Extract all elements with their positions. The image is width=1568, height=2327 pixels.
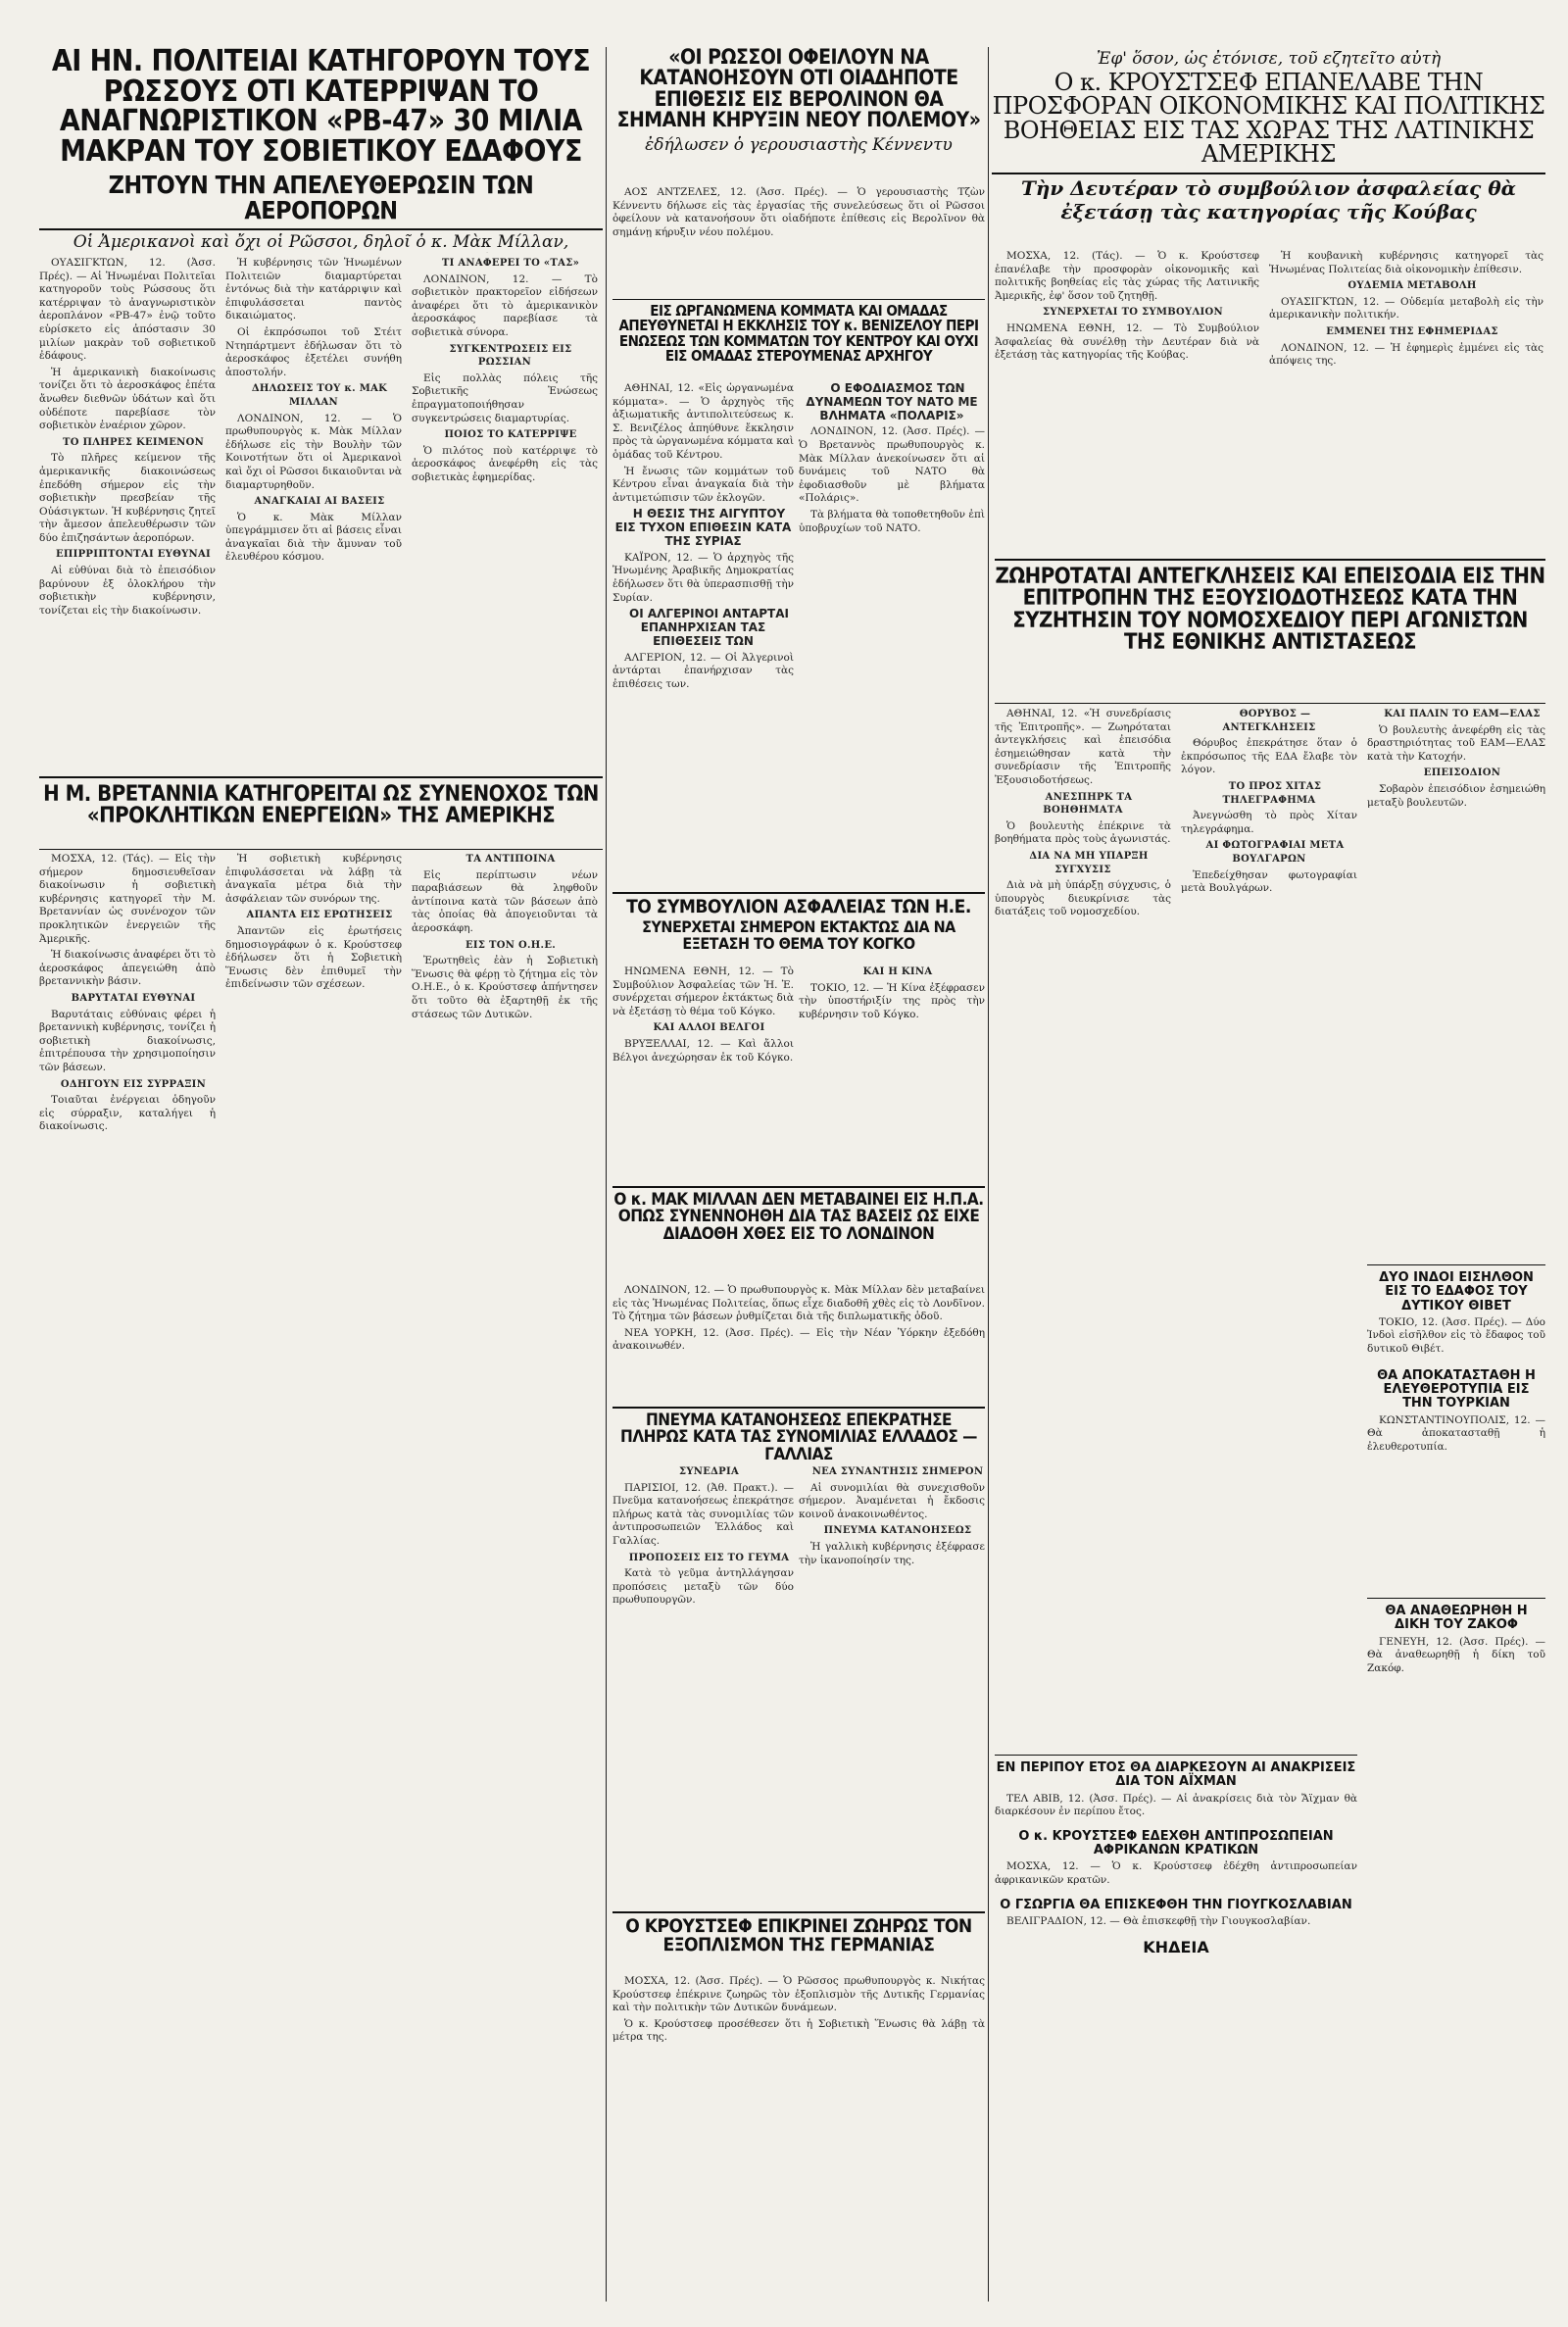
article-column: ΜΟΣΧΑ, 12. — Ὁ κ. Κρούστσεφ ἐδέχθη ἀντιπροσωπείαν ἀφρικανικῶν κρατῶν. [995,1860,1357,1886]
article-column: ΤΑ ΑΝΤΙΠΟΙΝΑ Εἰς περίπτωσιν νέων παραβιάσεων θὰ ληφθοῦν ἀντίποινα κατὰ τῶν βάσεων ἀπὸ τὰς ὁποίας θὰ ἀπογειοῦνται τὰ ἀεροσκάφη. ΕΙΣ ΤΟΝ Ο.Η.Ε. Ἐρωτηθεὶς ἐὰν ἡ Σοβιετικὴ Ἕνωσις θὰ φέρῃ τὸ ζήτημα εἰς τὸν Ο.Η.Ε., ὁ κ. Κρούστσεφ ἀπήντησεν ὅτι τοῦτο θὰ ἐξαρτηθῇ ἐκ τῆς στάσεως τῶν Δυτικῶν. [412,854,598,1020]
headline-kroustsef-edexthi: Ο κ. ΚΡΟΥΣΤΣΕΦ ΕΔΕΧΘΗ ΑΝΤΙΠΡΟΣΩΠΕΙΑΝ ΑΦΡΙΚΑΝΩΝ ΚΡΑΤΙΚΩΝ [1018,1828,1334,1858]
headline-symvoulion-2: ΣΥΝΕΡΧΕΤΑΙ ΣΗΜΕΡΟΝ ΕΚΤΑΚΤΩΣ ΔΙΑ ΝΑ ΕΞΕΤΑΣΗ ΤΟ ΘΕΜΑ ΤΟΥ ΚΟΓΚΟ [642,917,956,953]
column-rule [988,47,989,2302]
article-column: ΒΕΛΙΓΡΑΔΙΟΝ, 12. — Θὰ ἐπισκεφθῇ τὴν Γιουγκοσλαβίαν. [1006,1914,1311,1927]
article-column: ΑΘΗΝΑΙ, 12. «Εἰς ὡργανωμένα κόμματα». — Ὁ ἀρχηγὸς τῆς ἀξιωματικῆς ἀντιπολιτεύσεως κ. Σ. Βενιζέλος ἀπηύθυνε ἔκκλησιν πρὸς τὰ ὡργανωμένα κόμματα καὶ ὁμάδας τοῦ Κέντρου. Ἡ ἔνωσις τῶν κομμάτων τοῦ Κέντρου εἶναι ἀναγκαία διὰ τὴν ἀντιμετώπισιν τῶν ἐκλογῶν. Η ΘΕΣΙΣ ΤΗΣ ΑΙΓΥΠΤΟΥ ΕΙΣ ΤΥΧΟΝ ΕΠΙΘΕΣΙΝ ΚΑΤΑ ΤΗΣ ΣΥΡΙΑΣ ΚΑΪΡΟΝ, 12. — Ὁ ἀρχηγὸς τῆς Ἡνωμένης Ἀραβικῆς Δημοκρατίας ἐδήλωσεν ὅτι θὰ ὑπερασπισθῇ τὴν Συρίαν. ΟΙ ΑΛΓΕΡΙΝΟΙ ΑΝΤΑΡΤΑΙ ΕΠΑΝΗΡΧΙΣΑΝ ΤΑΣ ΕΠΙΘΕΣΕΙΣ ΤΩΝ ΑΛΓΕΡΙΟΝ, 12. — Οἱ Ἀλγερινοὶ ἀντάρται ἐπανήρχισαν τὰς ἐπιθέσεις των. [612,382,794,690]
dateline: ΝΕΑ ΥΟΡΚΗ, 12. (Ἀσσ. Πρές). [624,1326,794,1339]
headline-kideia: ΚΗΔΕΙΑ [1143,1938,1209,1957]
article-column: ΚΑΙ Η ΚΙΝΑ ΤΟΚΙΟ, 12. — Ἡ Κίνα ἐξέφρασεν τὴν ὑποστήριξίν της πρὸς τὴν κυβέρνησιν τοῦ Κόγκο. [799,966,985,1020]
section-heading: ΑΝΑΓΚΑΙΑΙ ΑΙ ΒΑΣΕΙΣ [254,496,385,508]
headline-tourkia: ΘΑ ΑΠΟΚΑΤΑΣΤΑΘΗ Η ΕΛΕΥΘΕΡΟΤΥΠΙΑ ΕΙΣ ΤΗΝ ΤΟΥΡΚΙΑΝ [1377,1367,1536,1411]
headline-aeroporon: ΖΗΤΟΥΝ ΤΗΝ ΑΠΕΛΕΥΘΕΡΩΣΙΝ ΤΩΝ ΑΕΡΟΠΟΡΩΝ [108,171,534,224]
article-column: ΑΟΣ ΑΝΤΖΕΛΕΣ, 12. (Ἀσσ. Πρές). — Ὁ γερουσιαστὴς Τζὼν Κέννεντυ δήλωσε εἰς τὰς ἐργασίας τῆς συνελεύσεως ὅτι οἱ Ρῶσσοι ὀφείλουν νὰ κατανοήσουν ὅτι οἱαδήποτε ἐπίθεσις εἰς Βερολῖνον θὰ σημάνῃ κήρυξιν νέου πολέμου. [612,186,985,238]
headline-block-enosis [612,299,985,378]
column-rule [606,47,607,2302]
section-heading: ΣΥΝΕΔΡΙΑ [678,1466,740,1477]
section-heading: ΑΙ ΦΩΤΟΓΡΑΦΙΑΙ ΜΕΤΑ ΒΟΥΛΓΑΡΩΝ [1205,840,1345,865]
section-heading: ΚΑΙ ΠΑΛΙΝ ΤΟ ΕΑΜ—ΕΛΑΣ [1384,709,1541,719]
section-heading: ΤΙ ΑΝΑΦΕΡΕΙ ΤΟ «ΤΑΣ» [441,258,580,269]
headline-berlin: «ΟΙ ΡΩΣΣΟΙ ΟΦΕΙΛΟΥΝ ΝΑ ΚΑΤΑΝΟΗΣΟΥΝ ΟΤΙ ΟΙΑΔΗΠΟΤΕ ΕΠΙΘΕΣΙΣ ΕΙΣ ΒΕΡΟΛΙΝΟΝ ΘΑ ΣΗΜΑΝΗ ΚΗΡΥΞΙΝ ΝΕΟΥ ΠΟΛΕΜΟΥ» [616,47,981,132]
headline-kroustsef: Ο κ. ΚΡΟΥΣΤΣΕΦ ΕΠΑΝΕΛΑΒΕ ΤΗΝ ΠΡΟΣΦΟΡΑΝ ΟΙΚΟΝΟΜΙΚΗΣ ΚΑΙ ΠΟΛΙΤΙΚΗΣ ΒΟΗΘΕΙΑΣ ΕΙΣ ΤΑΣ ΧΩΡΑΣ ΤΗΣ ΛΑΤΙΝΙΚΗΣ ΑΜΕΡΙΚΗΣ [992,69,1545,169]
dateline: ΤΕΛ ΑΒΙΒ, 12. (Ἀσσ. Πρές). [1006,1792,1156,1805]
article-column: ΤΕΛ ΑΒΙΒ, 12. (Ἀσσ. Πρές). — Αἱ ἀνακρίσεις διὰ τὸν Ἄϊχμαν θὰ διαρκέσουν ἐν περίπου ἔτος. [995,1792,1357,1818]
headline-block-kennedy [610,47,988,179]
section-heading: ΟΔΗΓΟΥΝ ΕΙΣ ΣΥΡΡΑΞΙΝ [60,1078,207,1090]
section-heading: ΑΝΕΣΠΗΡΚ ΤΑ ΒΟΗΘΗΜΑΤΑ [1043,791,1133,817]
headline-georgia: Ο ΓΣΩΡΓΙΑ ΘΑ ΕΠΙΣΚΕΦΘΗ ΤΗΝ ΓΙΟΥΓΚΟΣΛΑΒΙΑΝ [1000,1897,1352,1912]
dateline: ΓΕΝΕΥΗ, 12. (Ἀσσ. Πρές). [1379,1635,1529,1648]
headline-block-antekliseis [995,559,1545,704]
headline-symvoulion-1: ΤΟ ΣΥΜΒΟΥΛΙΟΝ ΑΣΦΑΛΕΙΑΣ ΤΩΝ Η.Ε. [626,896,971,917]
kicker-kroustsef: Ἐφ' ὅσον, ὡς ἐτόνισε, τοῦ εζητεῖτο αὐτὴ [1096,49,1442,69]
section-heading: ΒΑΡΥΤΑΤΑΙ ΕΥΘΥΝΑΙ [71,992,196,1004]
section-heading: ΣΥΓΚΕΝΤΡΩΣΕΙΣ ΕΙΣ ΡΩΣΣΙΑΝ [449,343,572,369]
article-column: ΘΟΡΥΒΟΣ — ΑΝΤΕΓΚΛΗΣΕΙΣ Θόρυβος ἐπεκράτησε ὅταν ὁ ἐκπρόσωπος τῆς ΕΔΑ ἔλαβε τὸν λόγον. ΤΟ ΠΡΟΣ ΧΙΤΑΣ ΤΗΛΕΓΡΑΦΗΜΑ Ἀνεγνώσθη τὸ πρὸς Χίταν τηλεγράφημα. ΑΙ ΦΩΤΟΓΡΑΦΙΑΙ ΜΕΤΑ ΒΟΥΛΓΑΡΩΝ Ἐπεδείχθησαν φωτογραφίαι μετὰ Βουλγάρων. [1181,709,1357,895]
article-column: ΜΟΣΧΑ, 12. (Τάς). — Εἰς τὴν σήμερον δημοσιευθεῖσαν διακοίνωσιν ἡ σοβιετικὴ κυβέρνησις κατηγορεῖ τὴν Μ. Βρεταννίαν ὡς συνένοχον τῶν προκλητικῶν ἐνεργειῶν τῆς Ἀμερικῆς. Ἡ διακοίνωσις ἀναφέρει ὅτι τὸ ἀεροσκάφος ἀπεγειώθη ἀπὸ βρεταννικὴν βάσιν. ΒΑΡΥΤΑΤΑΙ ΕΥΘΥΝΑΙ Βαρυτάταις εὐθύναις φέρει ἡ βρεταννικὴ κυβέρνησις, τονίζει ἡ σοβιετικὴ διακοίνωσις, ἐπιτρέπουσα τὴν χρησιμοποίησιν τῶν βάσεων. ΟΔΗΓΟΥΝ ΕΙΣ ΣΥΡΡΑΞΙΝ Τοιαῦται ἐνέργειαι ὁδηγοῦν εἰς σύρραξιν, καταλήγει ἡ διακοίνωσις. [39,853,216,1133]
section-heading: ΟΥΔΕΜΙΑ ΜΕΤΑΒΟΛΗ [1348,280,1477,292]
article-column: Ο ΕΦΟΔΙΑΣΜΟΣ ΤΩΝ ΔΥΝΑΜΕΩΝ ΤΟΥ ΝΑΤΟ ΜΕ ΒΛΗΜΑΤΑ «ΠΟΛΑΡΙΣ» ΛΟΝΔΙΝΟΝ, 12. (Ἀσσ. Πρές). — Ὁ Βρεταννὸς πρωθυπουργὸς κ. Μὰκ Μίλλαν ἀνεκοίνωσεν ὅτι αἱ δυνάμεις τοῦ ΝΑΤΟ θὰ ἐφοδιασθοῦν μὲ βλήματα «Πολάρις». Τὰ βλήματα θὰ τοποθετηθοῦν ἐπὶ ὑποβρυχίων τοῦ ΝΑΤΟ. [799,382,985,534]
section-heading: ΕΜΜΕΝΕΙ ΤΗΣ ΕΦΗΜΕΡΙΔΑΣ [1326,325,1498,337]
article-column: Ἡ σοβιετικὴ κυβέρνησις ἐπιφυλάσσεται νὰ λάβῃ τὰ ἀναγκαῖα μέτρα διὰ τὴν ἀσφάλειαν τῶν συνόρων της. ΑΠΑΝΤΑ ΕΙΣ ΕΡΩΤΗΣΕΙΣ Ἀπαντῶν εἰς ἐρωτήσεις δημοσιογράφων ὁ κ. Κρούστσεφ ἐδήλωσεν ὅτι ἡ Σοβιετικὴ Ἕνωσις δὲν ἐπιθυμεῖ τὴν ἐπιδείνωσιν τῶν σχέσεων. [225,853,402,991]
dateline: ΑΘΗΝΑΙ, 12. «Ἡ συνεδρίασις τῆς Ἐπιτροπῆς». [995,708,1171,733]
headline-inaoi: ΔΥΟ ΙΝΔΟΙ ΕΙΣΗΛΘΟΝ ΕΙΣ ΤΟ ΕΔΑΦΟΣ ΤΟΥ ΔΥΤΙΚΟΥ ΘΙΒΕΤ [1379,1270,1534,1313]
section-heading: ΚΑΙ Η ΚΙΝΑ [862,966,933,977]
headline-block-pnevma [612,1407,985,1462]
headline-block-makmillan [612,1186,985,1281]
article-column: Ἡ κουβανικὴ κυβέρνησις κατηγορεῖ τὰς Ἡνωμένας Πολιτείας διὰ οἰκονομικὴν ἐπίθεσιν. ΟΥΔΕΜΙΑ ΜΕΤΑΒΟΛΗ ΟΥΑΣΙΓΚΤΩΝ, 12. — Οὐδεμία μεταβολὴ εἰς τὴν ἀμερικανικὴν πολιτικήν. ΕΜΜΕΝΕΙ ΤΗΣ ΕΦΗΜΕΡΙΔΑΣ ΛΟΝΔΙΝΟΝ, 12. — Ἡ ἐφημερὶς ἐμμένει εἰς τὰς ἀπόψεις της. [1269,250,1544,368]
headline-eichmann: ΕΝ ΠΕΡΙΠΟΥ ΕΤΟΣ ΘΑ ΔΙΑΡΚΕΣΟΥΝ ΑΙ ΑΝΑΚΡΙΣΕΙΣ ΔΙΑ ΤΟΝ ΑΪΧΜΑΝ [996,1760,1356,1790]
headline-krouschef-germania: Ο ΚΡΟΥΣΤΣΕΦ ΕΠΙΚΡΙΝΕΙ ΖΩΗΡΩΣ ΤΟΝ ΕΞΟΠΛΙΣΜΟΝ ΤΗΣ ΓΕΡΜΑΝΙΑΣ [625,1915,972,1956]
dateline: ΑΘΗΝΑΙ, 12. «Εἰς ὡργανωμένα κόμματα». [612,382,794,408]
headline-algerinoi: ΟΙ ΑΛΓΕΡΙΝΟΙ ΑΝΤΑΡΤΑΙ ΕΠΑΝΗΡΧΙΣΑΝ ΤΑΣ ΕΠΙΘΕΣΕΙΣ ΤΩΝ [629,607,789,648]
article-column: ΟΥΑΣΙΓΚΤΩΝ, 12. (Ἀσσ. Πρές). — Αἱ Ἡνωμέναι Πολιτεῖαι κατηγοροῦν τοὺς Ρώσσους ὅτι κατέρριψαν τὸ ἀναγνωριστικὸν ἀεροπλάνον «ΡΒ-47» ἐνῷ τοῦτο εὑρίσκετο εἰς ἀπόστασιν 30 μιλίων μακρὰν τοῦ σοβιετικοῦ ἐδάφους. Ἡ ἀμερικανικὴ διακοίνωσις τονίζει ὅτι τὸ ἀεροσκάφος ἐπέτα ἄνωθεν διεθνῶν ὑδάτων καὶ ὅτι οὐδέποτε παρεβίασε τὸν σοβιετικὸν ἐναέριον χῶρον. ΤΟ ΠΛΗΡΕΣ ΚΕΙΜΕΝΟΝ Τὸ πλῆρες κείμενον τῆς ἀμερικανικῆς διακοινώσεως ἐπεδόθη σήμερον εἰς τὴν σοβιετικὴν πρεσβείαν τῆς Οὐάσιγκτων. Ἡ κυβέρνησις ζητεῖ τὴν ἄμεσον ἀπελευθέρωσιν τῶν δύο ἐπιζησάντων ἀεροπόρων. ΕΠΙΡΡΙΠΤΟΝΤΑΙ ΕΥΘΥΝΑΙ Αἱ εὐθύναι διὰ τὸ ἐπεισόδιον βαρύνουν ἐξ ὁλοκλήρου τὴν σοβιετικὴν κυβέρνησιν, τονίζεται εἰς τὴν διακοίνωσιν. [39,257,216,617]
headline-block-kroustsef [992,47,1545,243]
dateline: ΤΟΚΙΟ, 12. (Ἀσσ. Πρές). [1379,1315,1508,1328]
section-heading: ΔΙΑ ΝΑ ΜΗ ΥΠΑΡΞΗ ΣΥΓΧΥΣΙΣ [1029,850,1149,875]
section-heading: ΘΟΡΥΒΟΣ — ΑΝΤΕΓΚΛΗΣΕΙΣ [1222,709,1316,733]
article-column: ΗΝΩΜΕΝΑ ΕΘΝΗ, 12. — Τὸ Συμβούλιον Ἀσφαλείας τῶν Ἡ. Ἐ. συνέρχεται σήμερον ἐκτάκτως διὰ νὰ ἐξετάσῃ τὸ θέμα τοῦ Κόγκο. ΚΑΙ ΑΛΛΟΙ ΒΕΛΓΟΙ ΒΡΥΞΕΛΛΑΙ, 12. — Καὶ ἄλλοι Βέλγοι ἀνεχώρησαν ἐκ τοῦ Κόγκο. [612,965,794,1064]
article-column: ΝΕΑ ΣΥΝΑΝΤΗΣΙΣ ΣΗΜΕΡΟΝ Αἱ συνομιλίαι θὰ συνεχισθοῦν σήμερον. Ἀναμένεται ἡ ἔκδοσις κοινοῦ ἀνακοινωθέντος. ΠΝΕΥΜΑ ΚΑΤΑΝΟΗΣΕΩΣ Ἡ γαλλικὴ κυβέρνησις ἐξέφρασε τὴν ἱκανοποίησίν της. [799,1466,985,1566]
dateline: ΟΥΑΣΙΓΚΤΩΝ, 12. (Ἀσσ. Πρές). [39,257,216,282]
dateline: ΑΟΣ ΑΝΤΖΕΛΕΣ, 12. (Ἀσσ. Πρές). [624,186,828,198]
article-column: ΣΥΝΕΔΡΙΑ ΠΑΡΙΣΙΟΙ, 12. (Ἀθ. Πρακτ.). — Πνεῦμα κατανοήσεως ἐπεκράτησε πλήρως κατὰ τὰς συνομιλίας τῶν ἀντιπροσωπειῶν Ἑλλάδος καὶ Γαλλίας. ΠΡΟΠΟΣΕΙΣ ΕΙΣ ΤΟ ΓΕΥΜΑ Κατὰ τὸ γεῦμα ἀντηλλάγησαν προπόσεις μεταξὺ τῶν δύο πρωθυπουργῶν. [612,1466,794,1607]
subhead-kouba: Τὴν Δευτέραν τὸ συμβούλιον ἀσφαλείας θὰ ἐξετάσῃ τὰς κατηγορίας τῆς Κούβας [1020,175,1517,223]
headline-enosis: ΕΙΣ ΩΡΓΑΝΩΜΕΝΑ ΚΟΜΜΑΤΑ ΚΑΙ ΟΜΑΔΑΣ ΑΠΕΥΘΥΝΕΤΑΙ Η ΕΚΚΛΗΣΙΣ ΤΟΥ κ. ΒΕΝΙΖΕΛΟΥ ΠΕΡΙ ΕΝΩΣΕΩΣ ΤΩΝ ΚΟΜΜΑΤΩΝ ΤΟΥ ΚΕΝΤΡΟΥ ΚΑΙ ΟΥΧΙ ΕΙΣ ΟΜΑΔΑΣ ΣΤΕΡΟΥΜΕΝΑΣ ΑΡΧΗΓΟΥ [618,302,979,365]
article-column: ΚΩΝΣΤΑΝΤΙΝΟΥΠΟΛΙΣ, 12. — Θὰ ἀποκατασταθῇ ἡ ἐλευθεροτυπία. [1367,1413,1545,1453]
box-zakof [1367,1598,1545,2304]
headline-antekliseis: ΖΩΗΡΟΤΑΤΑΙ ΑΝΤΕΓΚΛΗΣΕΙΣ ΚΑΙ ΕΠΕΙΣΟΔΙΑ ΕΙΣ ΤΗΝ ΕΠΙΤΡΟΠΗΝ ΤΗΣ ΕΞΟΥΣΙΟΔΟΤΗΣΕΩΣ ΚΑΤΑ ΤΗΝ ΣΥΖΗΤΗΣΙΝ ΤΟΥ ΝΟΜΟΣΧΕΔΙΟΥ ΠΕΡΙ ΑΓΩΝΙΣΤΩΝ ΤΗΣ ΕΘΝΙΚΗΣ ΑΝΤΙΣΤΑΣΕΩΣ [995,565,1545,656]
headline-block-vretannia [39,776,603,850]
box-inaoi [1367,1264,1545,1589]
section-heading: ΣΥΝΕΡΧΕΤΑΙ ΤΟ ΣΥΜΒΟΥΛΙΟΝ [1043,307,1223,319]
headline-zakof: ΘΑ ΑΝΑΘΕΩΡΗΘΗ Η ΔΙΚΗ ΤΟΥ ΖΑΚΟΦ [1385,1604,1528,1633]
section-heading: ΠΟΙΟΣ ΤΟ ΚΑΤΕΡΡΙΨΕ [444,429,577,441]
headline-block-rb47 [39,47,603,253]
section-heading: ΚΑΙ ΑΛΛΟΙ ΒΕΛΓΟΙ [653,1022,765,1034]
article-column: ΜΟΣΧΑ, 12. (Τάς). — Ὁ κ. Κρούστσεφ ἐπανέλαβε τὴν προσφορὰν οἰκονομικῆς καὶ πολιτικῆς βοηθείας εἰς τὰς χώρας τῆς Λατινικῆς Ἀμερικῆς, ἐφ' ὅσον τοῦ ζητηθῇ. ΣΥΝΕΡΧΕΤΑΙ ΤΟ ΣΥΜΒΟΥΛΙΟΝ ΗΝΩΜΕΝΑ ΕΘΝΗ, 12. — Τὸ Συμβούλιον Ἀσφαλείας θὰ συνέλθῃ τὴν Δευτέραν διὰ νὰ ἐξετάσῃ τὰς κατηγορίας τῆς Κούβας. [995,250,1259,362]
section-heading: ΕΠΙΡΡΙΠΤΟΝΤΑΙ ΕΥΘΥΝΑΙ [55,549,212,561]
headline-pnevma: ΠΝΕΥΜΑ ΚΑΤΑΝΟΗΣΕΩΣ ΕΠΕΚΡΑΤΗΣΕ ΠΛΗΡΩΣ ΚΑΤΑ ΤΑΣ ΣΥΝΟΜΙΛΙΑΣ ΕΛΛΑΔΟΣ — ΓΑΛΛΙΑΣ [620,1411,977,1462]
article-column: ΚΑΙ ΠΑΛΙΝ ΤΟ ΕΑΜ—ΕΛΑΣ Ὁ βουλευτὴς ἀνεφέρθη εἰς τὰς δραστηριότητας τοῦ ΕΑΜ—ΕΛΑΣ κατὰ τὴν Κατοχήν. ΕΠΕΙΣΟΔΙΟΝ Σοβαρὸν ἐπεισόδιον ἐσημειώθη μεταξὺ βουλευτῶν. [1367,709,1545,809]
headline-vretannia: Η Μ. ΒΡΕΤΑΝΝΙΑ ΚΑΤΗΓΟΡΕΙΤΑΙ ΩΣ ΣΥΝΕΝΟΧΟΣ ΤΩΝ «ΠΡΟΚΛΗΤΙΚΩΝ ΕΝΕΡΓΕΙΩΝ» ΤΗΣ ΑΜΕΡΙΚΗΣ [43,782,599,829]
headline-makmillan: Ο κ. ΜΑΚ ΜΙΛΛΑΝ ΔΕΝ ΜΕΤΑΒΑΙΝΕΙ ΕΙΣ Η.Π.Α. ΟΠΩΣ ΣΥΝΕΝΝΟΗΘΗ ΔΙΑ ΤΑΣ ΒΑΣΕΙΣ ΩΣ ΕΙΧΕ ΔΙΑΔΟΘΗ ΧΘΕΣ ΕΙΣ ΤΟ ΛΟΝΔΙΝΟΝ [613,1190,984,1244]
headline-block-symvoulion [612,892,985,963]
section-heading: ΕΙΣ ΤΟΝ Ο.Η.Ε. [465,939,557,951]
article-column: ΤΟΚΙΟ, 12. (Ἀσσ. Πρές). — Δύο Ἰνδοὶ εἰσῆλθον εἰς τὸ ἔδαφος τοῦ δυτικοῦ Θιβέτ. [1367,1315,1545,1356]
headline-block-germania [612,1911,985,1972]
article-column: ΛΟΝΔΙΝΟΝ, 12. — Ὁ πρωθυπουργὸς κ. Μὰκ Μίλλαν δὲν μεταβαίνει εἰς τὰς Ἡνωμένας Πολιτείας, ὅπως εἶχε διαδοθῆ χθὲς εἰς τὸ Λονδῖνον. Τὸ ζήτημα τῶν βάσεων ῥυθμίζεται διὰ τῆς διπλωματικῆς ὁδοῦ. ΝΕΑ ΥΟΡΚΗ, 12. (Ἀσσ. Πρές). — Εἰς τὴν Νέαν Ὑόρκην ἐξεδόθη ἀνακοινωθέν. [612,1284,985,1353]
article-column: ΜΟΣΧΑ, 12. (Ἀσσ. Πρές). — Ὁ Ρῶσσος πρωθυπουργὸς κ. Νικήτας Κρούστσεφ ἐπέκρινε ζωηρῶς τὸν ἐξοπλισμὸν τῆς Δυτικῆς Γερμανίας καὶ τὴν πολιτικὴν τῶν Δυτικῶν δυνάμεων. Ὁ κ. Κρούστσεφ προσέθεσεν ὅτι ἡ Σοβιετικὴ Ἕνωσις θὰ λάβῃ τὰ μέτρα της. [612,1975,985,2044]
article-column: Ἡ κυβέρνησις τῶν Ἡνωμένων Πολιτειῶν διαμαρτύρεται ἐντόνως διὰ τὴν κατάρριψιν καὶ ἐπιφυλάσσεται παντὸς δικαιώματος. Οἱ ἐκπρόσωποι τοῦ Στέιτ Ντηπάρτμεντ ἐδήλωσαν ὅτι τὸ ἀεροσκάφος ἐξετέλει συνήθη ἀποστολήν. ΔΗΛΩΣΕΙΣ ΤΟΥ κ. ΜΑΚ ΜΙΛΛΑΝ ΛΟΝΔΙΝΟΝ, 12. — Ὁ πρωθυπουργὸς κ. Μὰκ Μίλλαν ἐδήλωσε εἰς τὴν Βουλὴν τῶν Κοινοτήτων ὅτι οἱ Ἀμερικανοὶ καὶ ὄχι οἱ Ρῶσσοι δικαιοῦνται νὰ διαμαρτυρηθοῦν. ΑΝΑΓΚΑΙΑΙ ΑΙ ΒΑΣΕΙΣ Ὁ κ. Μὰκ Μίλλαν ὑπεγράμμισεν ὅτι αἱ βάσεις εἶναι ἀναγκαῖαι διὰ τὴν ἄμυναν τοῦ ἐλευθέρου κόσμου. [225,257,402,564]
subhead-makmillan: Οἱ Ἀμερικανοὶ καὶ ὄχι οἱ Ρῶσσοι, δηλοῖ ὁ κ. Μὰκ Μίλλαν, [73,232,569,253]
section-heading: ΔΗΛΩΣΕΙΣ ΤΟΥ κ. ΜΑΚ ΜΙΛΛΑΝ [251,383,388,408]
dateline: ΜΟΣΧΑ, 12. (Τάς). [51,853,154,865]
dateline: ΛΟΝΔΙΝΟΝ, 12. (Ἀσσ. Πρές). [810,425,970,438]
dateline: ΜΟΣΧΑ, 12. (Ἀσσ. Πρές). [624,1975,763,1987]
section-heading: ΤΟ ΠΛΗΡΕΣ ΚΕΙΜΕΝΟΝ [62,436,205,448]
section-heading: ΕΠΕΙΣΟΔΙΟΝ [1423,767,1501,779]
headline-polaris: Ο ΕΦΟΔΙΑΣΜΟΣ ΤΩΝ ΔΥΝΑΜΕΩΝ ΤΟΥ ΝΑΤΟ ΜΕ ΒΛΗΜΑΤΑ «ΠΟΛΑΡΙΣ» [806,382,978,422]
article-column: ΤΙ ΑΝΑΦΕΡΕΙ ΤΟ «ΤΑΣ» ΛΟΝΔΙΝΟΝ, 12. — Τὸ σοβιετικὸν πρακτορεῖον εἰδήσεων ἀναφέρει ὅτι τὸ ἀμερικανικὸν ἀεροσκάφος παρεβίασε τὰ σοβιετικὰ σύνορα. ΣΥΓΚΕΝΤΡΩΣΕΙΣ ΕΙΣ ΡΩΣΣΙΑΝ Εἰς πολλὰς πόλεις τῆς Σοβιετικῆς Ἑνώσεως ἐπραγματοποιήθησαν συγκεντρώσεις διαμαρτυρίας. ΠΟΙΟΣ ΤΟ ΚΑΤΕΡΡΙΨΕ Ὁ πιλότος ποὺ κατέρριψε τὸ ἀεροσκάφος ἀνεφέρθη εἰς τὰς σοβιετικὰς ἐφημερίδας. [412,258,598,483]
dateline: ΜΟΣΧΑ, 12. (Τάς). [1006,250,1123,262]
section-heading: ΠΡΟΠΟΣΕΙΣ ΕΙΣ ΤΟ ΓΕΥΜΑ [628,1552,790,1563]
section-heading: ΤΑ ΑΝΤΙΠΟΙΝΑ [466,854,556,865]
section-heading: ΠΝΕΥΜΑ ΚΑΤΑΝΟΗΣΕΩΣ [823,1525,972,1537]
subhead-kennedy: ἐδήλωσεν ὁ γερουσιαστὴς Κέννεντυ [645,134,953,155]
section-heading: ΑΠΑΝΤΑ ΕΙΣ ΕΡΩΤΗΣΕΙΣ [246,910,393,921]
article-column: ΑΘΗΝΑΙ, 12. «Ἡ συνεδρίασις τῆς Ἐπιτροπῆς». — Ζωηρόταται ἀντεγκλήσεις καὶ ἐπεισόδια ἐσημειώθησαν κατὰ τὴν συνεδρίασιν τῆς Ἐπιτροπῆς Ἐξουσιοδοτήσεως. ΑΝΕΣΠΗΡΚ ΤΑ ΒΟΗΘΗΜΑΤΑ Ὁ βουλευτὴς ἐπέκρινε τὰ βοηθήματα πρὸς τοὺς ἀγωνιστάς. ΔΙΑ ΝΑ ΜΗ ΥΠΑΡΞΗ ΣΥΓΧΥΣΙΣ Διὰ νὰ μὴ ὑπάρξῃ σύγχυσις, ὁ ὑπουργὸς διευκρίνισε τὰς διατάξεις τοῦ νομοσχεδίου. [995,708,1171,918]
headline-rb47: ΑΙ ΗΝ. ΠΟΛΙΤΕΙΑΙ ΚΑΤΗΓΟΡΟΥΝ ΤΟΥΣ ΡΩΣΣΟΥΣ ΟΤΙ ΚΑΤΕΡΡΙΨΑΝ ΤΟ ΑΝΑΓΝΩΡΙΣΤΙΚΟΝ «ΡΒ-47» 30 ΜΙΛΙΑ ΜΑΚΡΑΝ ΤΟΥ ΣΟΒΙΕΤΙΚΟΥ ΕΔΑΦΟΥΣ [51,47,591,169]
section-heading: ΝΕΑ ΣΥΝΑΝΤΗΣΙΣ ΣΗΜΕΡΟΝ [811,1466,984,1477]
section-heading: ΤΟ ΠΡΟΣ ΧΙΤΑΣ ΤΗΛΕΓΡΑΦΗΜΑ [1222,780,1322,806]
dateline: ΠΑΡΙΣΙΟΙ, 12. (Ἀθ. Πρακτ.). [624,1481,778,1494]
box-eichmann [995,1755,1357,2304]
headline-aigyptos: Η ΘΕΣΙΣ ΤΗΣ ΑΙΓΥΠΤΟΥ ΕΙΣ ΤΥΧΟΝ ΕΠΙΘΕΣΙΝ ΚΑΤΑ ΤΗΣ ΣΥΡΙΑΣ [614,507,792,548]
article-column: ΓΕΝΕΥΗ, 12. (Ἀσσ. Πρές). — Θὰ ἀναθεωρηθῇ ἡ δίκη τοῦ Ζακόφ. [1367,1635,1545,1674]
